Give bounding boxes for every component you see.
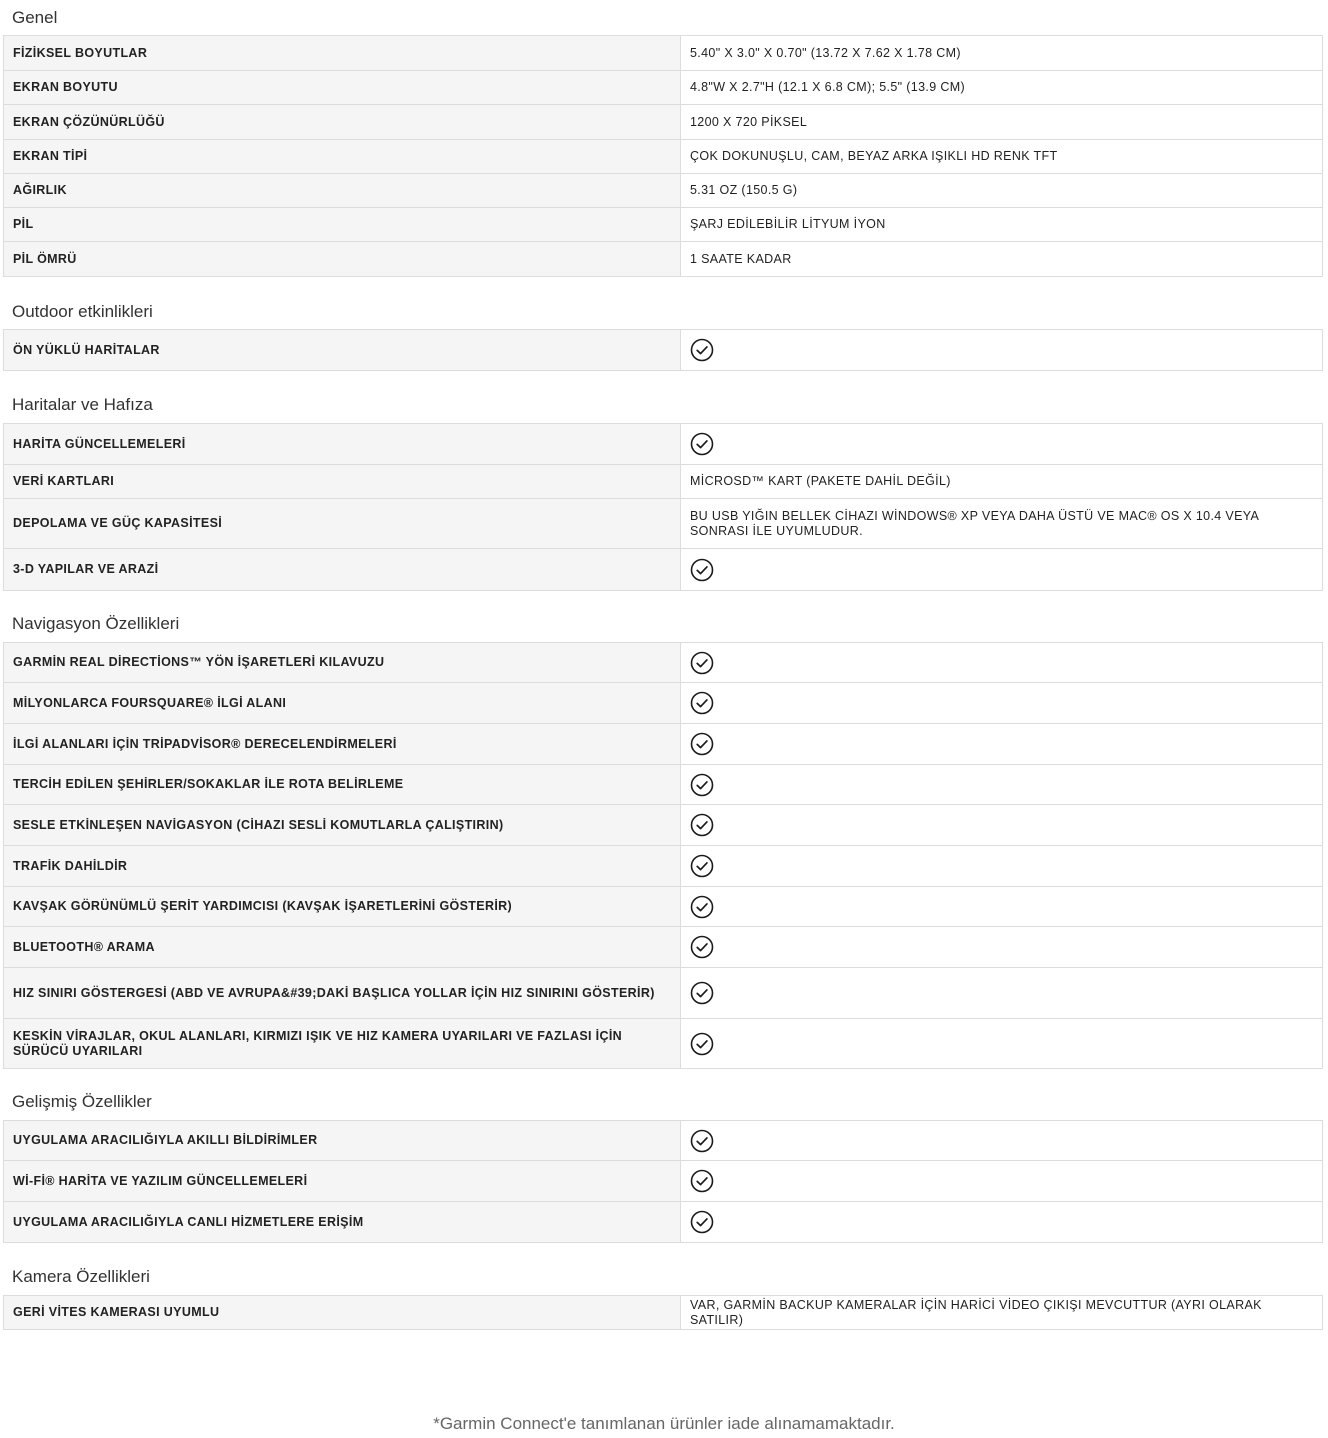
spec-label: TERCİH EDİLEN ŞEHİRLER/SOKAKLAR İLE ROTA BELİRLEME	[4, 765, 681, 805]
spec-row	[4, 643, 1323, 683]
spec-row	[4, 424, 1323, 465]
spec-value	[681, 643, 1323, 683]
spec-row	[4, 1121, 1323, 1161]
spec-value: 1200 X 720 PİKSEL	[681, 105, 1323, 140]
spec-row	[4, 1019, 1323, 1069]
spec-value	[681, 968, 1323, 1019]
spec-row	[4, 242, 1323, 277]
spec-label: SESLE ETKİNLEŞEN NAVİGASYON (CİHAZI SESLİ KOMUTLARLA ÇALIŞTIRIN)	[4, 805, 681, 846]
section-title: Navigasyon Özellikleri	[12, 614, 180, 633]
spec-label: HIZ SINIRI GÖSTERGESİ (ABD VE AVRUPA&#39;DAKİ BAŞLICA YOLLAR İÇİN HIZ SINIRINI GÖSTERİR)	[4, 968, 681, 1019]
spec-table	[3, 1295, 1323, 1330]
spec-section	[3, 294, 1323, 371]
spec-row	[4, 499, 1323, 549]
spec-row	[4, 887, 1323, 927]
spec-row	[4, 208, 1323, 242]
spec-row	[4, 765, 1323, 805]
spec-label: 3-D YAPILAR VE ARAZİ	[4, 549, 681, 591]
spec-label: BLUETOOTH® ARAMA	[4, 927, 681, 968]
spec-value: ÇOK DOKUNUŞLU, CAM, BEYAZ ARKA IŞIKLI HD RENK TFT	[681, 140, 1323, 174]
spec-row	[4, 683, 1323, 724]
section-title: Haritalar ve Hafıza	[12, 395, 153, 414]
check-circle-icon	[690, 813, 714, 837]
spec-section	[3, 1084, 1323, 1243]
spec-label: EKRAN ÇÖZÜNÜRLÜĞÜ	[4, 105, 681, 140]
section-title: Outdoor etkinlikleri	[12, 302, 153, 321]
check-circle-icon	[690, 732, 714, 756]
spec-table	[3, 642, 1323, 1069]
check-circle-icon	[690, 895, 714, 919]
spec-section	[3, 606, 1323, 1069]
spec-table	[3, 423, 1323, 591]
spec-label: PİL ÖMRÜ	[4, 242, 681, 277]
spec-row	[4, 1296, 1323, 1330]
spec-row	[4, 724, 1323, 765]
spec-value: VAR, GARMİN BACKUP KAMERALAR İÇİN HARİCİ VİDEO ÇIKIŞI MEVCUTTUR (AYRI OLARAK SATILIR)	[681, 1296, 1323, 1330]
spec-row	[4, 36, 1323, 71]
spec-label: VERİ KARTLARI	[4, 465, 681, 499]
check-circle-icon	[690, 651, 714, 675]
spec-value	[681, 1161, 1323, 1202]
spec-label: MİLYONLARCA FOURSQUARE® İLGİ ALANI	[4, 683, 681, 724]
spec-row	[4, 71, 1323, 105]
spec-label: Wİ-Fİ® HARİTA VE YAZILIM GÜNCELLEMELERİ	[4, 1161, 681, 1202]
spec-value	[681, 1019, 1323, 1069]
spec-value	[681, 846, 1323, 887]
spec-value: 5.40" X 3.0" X 0.70" (13.72 X 7.62 X 1.78 CM)	[681, 36, 1323, 71]
spec-label: İLGİ ALANLARI İÇİN TRİPADVİSOR® DERECELENDİRMELERİ	[4, 724, 681, 765]
spec-value: 4.8"W X 2.7"H (12.1 X 6.8 CM); 5.5" (13.9 CM)	[681, 71, 1323, 105]
spec-row	[4, 968, 1323, 1019]
check-circle-icon	[690, 981, 714, 1005]
spec-label: EKRAN TİPİ	[4, 140, 681, 174]
spec-section	[3, 1259, 1323, 1330]
spec-table	[3, 1120, 1323, 1243]
spec-label: HARİTA GÜNCELLEMELERİ	[4, 424, 681, 465]
spec-row	[4, 140, 1323, 174]
spec-value	[681, 765, 1323, 805]
check-circle-icon	[690, 338, 714, 362]
spec-label: EKRAN BOYUTU	[4, 71, 681, 105]
check-circle-icon	[690, 854, 714, 878]
check-circle-icon	[690, 432, 714, 456]
spec-value	[681, 887, 1323, 927]
spec-value	[681, 683, 1323, 724]
spec-row	[4, 465, 1323, 499]
section-title: Kamera Özellikleri	[12, 1267, 150, 1286]
check-circle-icon	[690, 773, 714, 797]
spec-row	[4, 330, 1323, 371]
spec-section	[3, 387, 1323, 591]
spec-row	[4, 105, 1323, 140]
spec-value: MİCROSD™ KART (PAKETE DAHİL DEĞİL)	[681, 465, 1323, 499]
spec-label: UYGULAMA ARACILIĞIYLA CANLI HİZMETLERE ERİŞİM	[4, 1202, 681, 1243]
check-circle-icon	[690, 935, 714, 959]
spec-section	[3, 0, 1323, 277]
spec-label: DEPOLAMA VE GÜÇ KAPASİTESİ	[4, 499, 681, 549]
spec-value	[681, 805, 1323, 846]
spec-label: GARMİN REAL DİRECTİONS™ YÖN İŞARETLERİ KILAVUZU	[4, 643, 681, 683]
check-circle-icon	[690, 691, 714, 715]
check-circle-icon	[690, 558, 714, 582]
spec-value	[681, 549, 1323, 591]
spec-label: PİL	[4, 208, 681, 242]
check-circle-icon	[690, 1169, 714, 1193]
check-circle-icon	[690, 1032, 714, 1056]
spec-value: BU USB YIĞIN BELLEK CİHAZI WİNDOWS® XP VEYA DAHA ÜSTÜ VE MAC® OS X 10.4 VEYA SONRASI İLE UYUMLUDUR.	[681, 499, 1323, 549]
spec-label: AĞIRLIK	[4, 174, 681, 208]
section-title: Genel	[12, 8, 58, 27]
spec-value: ŞARJ EDİLEBİLİR LİTYUM İYON	[681, 208, 1323, 242]
spec-value	[681, 424, 1323, 465]
spec-value	[681, 927, 1323, 968]
spec-table	[3, 329, 1323, 371]
spec-row	[4, 805, 1323, 846]
spec-value: 5.31 OZ (150.5 G)	[681, 174, 1323, 208]
check-circle-icon	[690, 1129, 714, 1153]
spec-value: 1 SAATE KADAR	[681, 242, 1323, 277]
spec-value	[681, 1121, 1323, 1161]
spec-row	[4, 1161, 1323, 1202]
spec-label: KESKİN VİRAJLAR, OKUL ALANLARI, KIRMIZI IŞIK VE HIZ KAMERA UYARILARI VE FAZLASI İÇİN SÜRÜCÜ UYARILARI	[4, 1019, 681, 1069]
spec-label: UYGULAMA ARACILIĞIYLA AKILLI BİLDİRİMLER	[4, 1121, 681, 1161]
spec-label: KAVŞAK GÖRÜNÜMLÜ ŞERİT YARDIMCISI (KAVŞAK İŞARETLERİNİ GÖSTERİR)	[4, 887, 681, 927]
footer-note: *Garmin Connect'e tanımlanan ürünler iade alınamamaktadır.	[433, 1414, 895, 1433]
check-circle-icon	[690, 1210, 714, 1234]
spec-table	[3, 35, 1323, 277]
spec-label: TRAFİK DAHİLDİR	[4, 846, 681, 887]
spec-value	[681, 724, 1323, 765]
spec-label: GERİ VİTES KAMERASI UYUMLU	[4, 1296, 681, 1330]
spec-row	[4, 549, 1323, 591]
spec-row	[4, 1202, 1323, 1243]
spec-row	[4, 927, 1323, 968]
spec-label: FİZİKSEL BOYUTLAR	[4, 36, 681, 71]
spec-value	[681, 330, 1323, 371]
spec-row	[4, 174, 1323, 208]
spec-value	[681, 1202, 1323, 1243]
spec-row	[4, 846, 1323, 887]
section-title: Gelişmiş Özellikler	[12, 1092, 152, 1111]
spec-label: ÖN YÜKLÜ HARİTALAR	[4, 330, 681, 371]
